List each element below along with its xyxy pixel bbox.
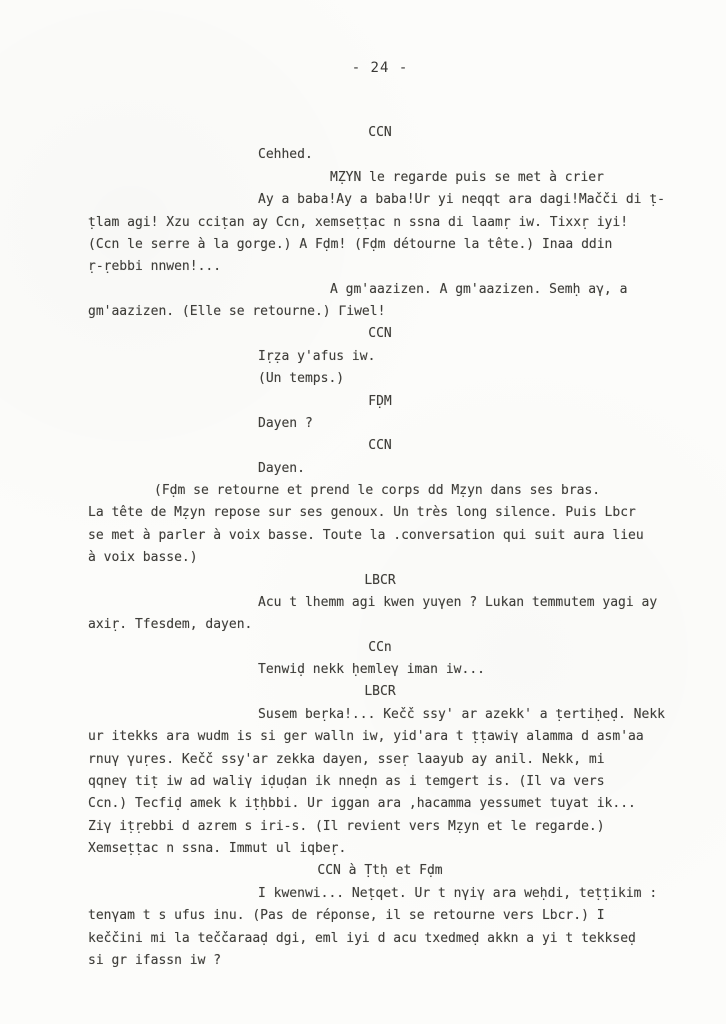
script-line: axiṛ. Tfesdem, dayen. xyxy=(88,617,253,633)
script-line: se met à parler à voix basse. Toute la .conversation qui suit aura lieu xyxy=(88,527,644,543)
script-line: CCn xyxy=(368,639,392,655)
script-line: à voix basse.) xyxy=(88,550,198,566)
script-lines xyxy=(88,122,672,972)
script-line: ur itekks ara wudm is si ger walln iw, yid'ara t ṭṭawiγ alamma d asm'aa xyxy=(88,729,644,745)
script-line: Ay a baba!Ay a baba!Ur yi neqqt ara dagi!Mačči di ṭ- xyxy=(258,192,665,208)
script-line: Tenwiḍ nekk ḥemleγ iman iw... xyxy=(258,662,485,677)
script-line: Susem beṛka!... Kečč ssy' ar azekk' a ṭertiḥeḍ. Nekk xyxy=(258,706,665,722)
script-line: CCN xyxy=(368,326,392,342)
script-line: (Ccn le serre à la gorge.) A Fḍm! (Fḍm détourne la tête.) Inaa ddin xyxy=(88,236,613,252)
script-line: rnuγ γuṛes. Kečč ssy'ar zekka dayen, sseṛ laayub ay anil. Nekk, mi xyxy=(88,751,605,767)
script-line: (Un temps.) xyxy=(258,371,345,387)
script-line: Cehhed. xyxy=(258,147,313,163)
script-line: La tête de Mẓyn repose sur ses genoux. Un très long silence. Puis Lbcr xyxy=(88,505,636,521)
script-line: CCN xyxy=(368,125,392,140)
script-line: A gm'aazizen. A gm'aazizen. Semḥ aγ, a xyxy=(330,281,628,297)
script-line: Acu t lhemm agi kwen yuγen ? Lukan temmutem yagi ay xyxy=(258,594,658,610)
script-line: Xemseṭṭac n ssna. Immut ul iqbeṛ. xyxy=(88,841,347,856)
page-number: - 24 - xyxy=(351,60,409,76)
script-line: Ziγ iṭṛebbi d azrem s iri-s. (Il revient vers Mẓyn et le regarde.) xyxy=(88,818,605,834)
script-line: si gr ifassn iw ? xyxy=(88,952,222,968)
script-line: Dayen. xyxy=(258,460,305,476)
script-line: Iṛẓa y'afus iw. xyxy=(258,348,376,364)
script-line: ṛ-ṛebbi nnwen!... xyxy=(88,259,222,275)
script-line: Ccn.) Tecfiḍ amek k iṭḥbbi. Ur iggan ara ,hacamma yessumet tuyat ik... xyxy=(88,796,636,812)
script-line: keččini mi la teččaraaḍ dgi, eml iyi d acu txedmeḍ akkn a yi t tekkseḍ xyxy=(88,930,636,946)
script-line: tenγam t s ufus inu. (Pas de réponse, il se retourne vers Lbcr.) I xyxy=(88,908,605,924)
script-line: ṭlam agi! Xzu cciṭan ay Ccn, xemseṭṭac n ssna di laamṛ iw. Tixxṛ iyi! xyxy=(88,214,629,230)
script-line: Dayen ? xyxy=(258,415,313,431)
script-line: CCN xyxy=(368,438,392,454)
script-line: MẒYN le regarde puis se met à crier xyxy=(330,169,604,185)
script-line: I kwenwi... Neṭqet. Ur t nγiγ ara weḥdi, teṭṭikim : xyxy=(258,885,658,901)
script-line: FḌM xyxy=(368,393,392,409)
script-line: LBCR xyxy=(364,684,396,700)
script-line: gm'aazizen. (Elle se retourne.) Γiwel! xyxy=(88,304,386,319)
script-line: CCN à Ṭtḥ et Fḍm xyxy=(317,863,443,879)
script-line: qqneγ tiṭ iw ad waliγ iḍuḍan ik nneḍn as i temgert is. (Il va vers xyxy=(88,773,605,789)
script-line: (Fḍm se retourne et prend le corps dd Mẓyn dans ses bras. xyxy=(154,483,601,498)
script-line: LBCR xyxy=(364,572,396,588)
